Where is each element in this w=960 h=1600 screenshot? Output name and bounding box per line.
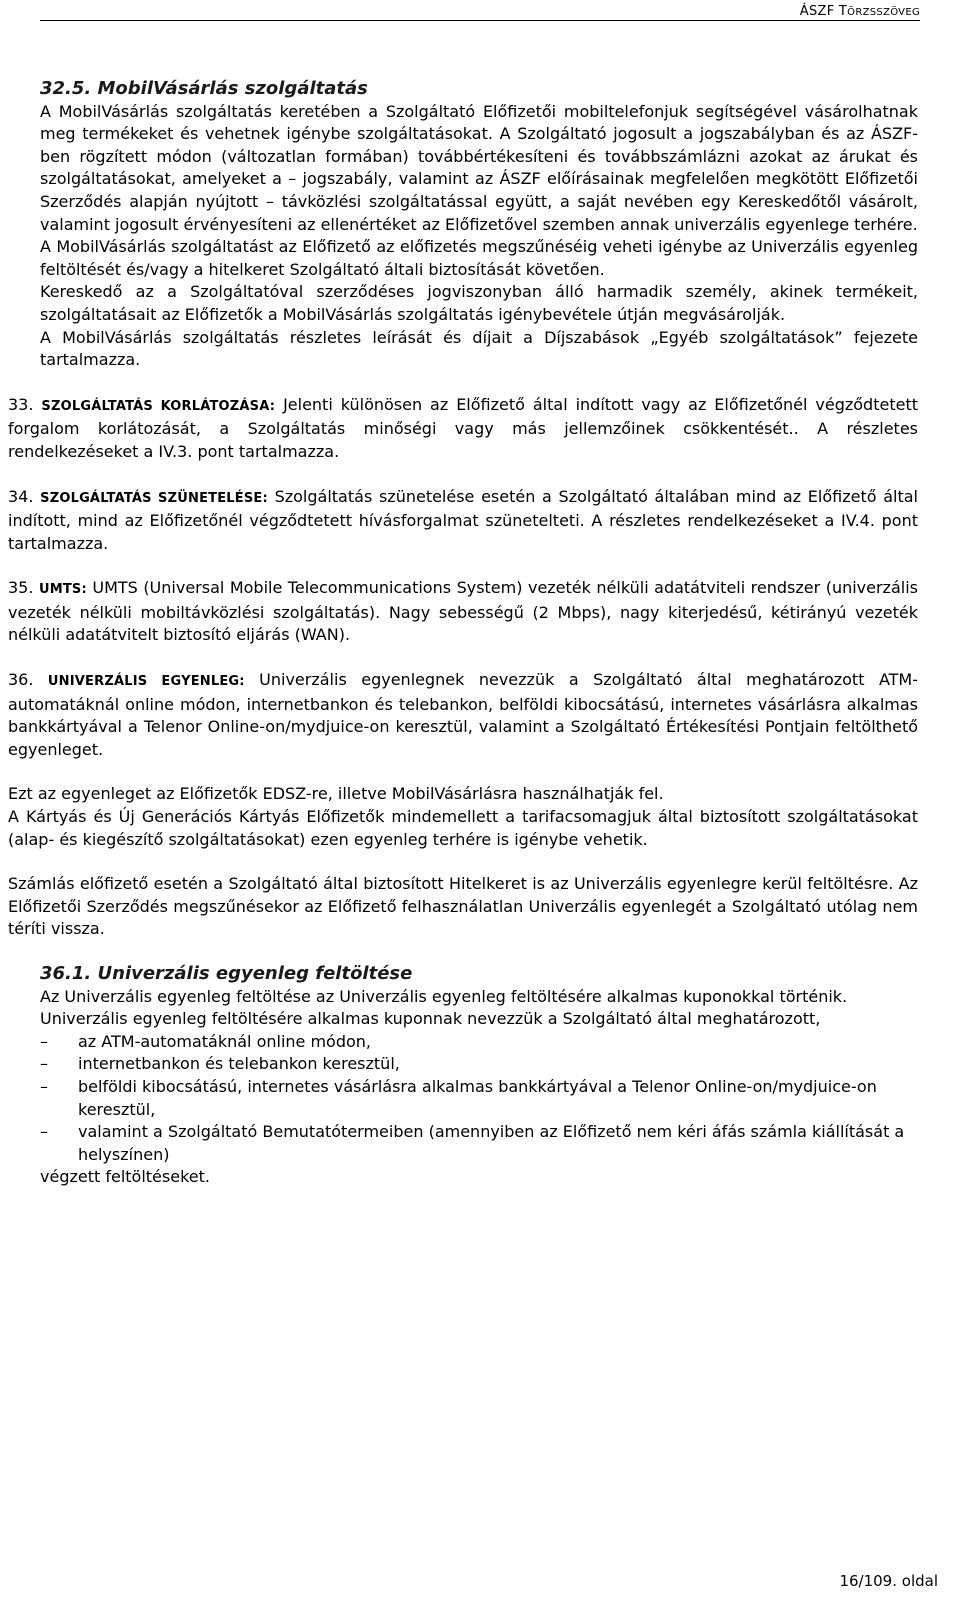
running-header: [794, 4, 920, 19]
list-item: [40, 1031, 918, 1054]
dash-bullet: –: [40, 1076, 48, 1096]
paragraph: A MobilVásárlás szolgáltatást az Előfizető az előfizetés megszűnéséig veheti igénybe az Univerzális egyenleg feltöltését és/vagy a hitelkeret Szolgáltató általi biztosítását követően.: [40, 237, 918, 279]
definition-text: Univerzális egyenlegnek nevezzük a Szolgáltató által meghatározott ATM-automatáknál online módon, internetbankon és telebankon, belföldi kibocsátású, internetes vásárlásra alkalmas bankkártyával a Telenor Online-on/mydjuice-on keresztül, valamint a Szolgáltató Értékesítési Pontjain feltölthető egyenleget.: [8, 670, 918, 759]
paragraph: A MobilVásárlás szolgáltatás részletes leírását és díjait a Díjszabások „Egyéb szolgáltatások” fejezete tartalmazza.: [40, 327, 918, 370]
definition-33: [8, 394, 918, 464]
definition-35: [8, 577, 918, 647]
definition-number: 35.: [8, 578, 34, 598]
definition-text: Jelenti különösen az Előfizető által indított vagy az Előfizetőnél végződtetett forgalom korlátozását, a Szolgáltatás minőségi vagy más jellemzőinek csökkentését.. A részletes rendelkezéseket a IV.3. pont tartalmazza.: [8, 394, 918, 461]
definition-term: SZOLGÁLTATÁS KORLÁTOZÁSA:: [41, 398, 276, 414]
section-36-1: [40, 963, 918, 1189]
paragraph: végzett feltöltéseket.: [40, 1167, 210, 1187]
definition-lead: [8, 669, 918, 761]
definition-34: [8, 486, 918, 556]
section-heading: 32.5. MobilVásárlás szolgáltatás: [40, 78, 368, 99]
paragraph: Univerzális egyenleg feltöltésére alkalmas kuponnak nevezzük a Szolgáltató által meghatározott,: [40, 1009, 821, 1029]
list-item-text: internetbankon és telebankon keresztül,: [78, 1054, 400, 1074]
paragraph: A MobilVásárlás szolgáltatás keretében a Szolgáltató Előfizetői mobiltelefonjuk segítségével vásárolhatnak meg termékeket és vehetnek igénybe szolgáltatásokat. A Szolgáltató jogosult a jogszabályban és az ÁSZF-ben rögzített módon (változatlan formában) továbbértékesíteni és továbbszámlázni azokat az árukat és szolgáltatásokat, amelyeket a – jogszabály, valamint az ÁSZF előírásainak megfelelően megkötött Előfizetői Szerződés alapján nyújtott – távközlési szolgáltatással együtt, a saját nevében egy Kereskedőtől vásárolt, valamint jogosult érvényesíteni az ellenértéket az Előfizetővel szemben annak univerzális egyenlege terhére.: [40, 101, 918, 234]
definition-number: 36.: [8, 670, 34, 690]
list-item: [40, 1076, 918, 1121]
list-item-text: az ATM-automatáknál online módon,: [78, 1031, 371, 1051]
definition-number: 34.: [8, 486, 34, 506]
definition-term: UMTS:: [38, 582, 87, 598]
paragraph: Az Univerzális egyenleg feltöltése az Univerzális egyenleg feltöltésére alkalmas kuponokkal történik.: [40, 986, 848, 1006]
paragraph: Ezt az egyenleget az Előfizetők EDSZ-re, illetve MobilVásárlásra használhatják fel.: [8, 784, 664, 804]
document-body: [8, 78, 918, 1189]
dash-bullet: –: [40, 1054, 48, 1074]
header-rule: [40, 20, 920, 21]
definition-term: UNIVERZÁLIS EGYENLEG:: [47, 674, 245, 690]
feltoltes-list: [40, 1031, 918, 1167]
list-item: [40, 1053, 918, 1076]
definition-number: 33.: [8, 394, 34, 414]
section-32-5: [40, 78, 918, 372]
list-item: [40, 1121, 918, 1166]
page-number: 16/109. oldal: [839, 1572, 938, 1590]
definition-text: Szolgáltatás szünetelése esetén a Szolgáltató általában mind az Előfizető által indított, mind az Előfizetőnél végződtetett hívásforgalmat szünetelteti. A részletes rendelkezéseket a IV.4. pont tartalmazza.: [8, 486, 918, 553]
definition-36: [8, 669, 918, 941]
list-item-text: belföldi kibocsátású, internetes vásárlásra alkalmas bankkártyával a Telenor Online-on/mydjuice-on keresztül,: [78, 1076, 877, 1119]
header-title-main: ÁSZF T: [799, 4, 848, 19]
paragraph: Számlás előfizető esetén a Szolgáltató által biztosított Hitelkeret is az Univerzális egyenlegre kerül feltöltésre. Az Előfizetői Szerződés megszűnésekor az Előfizető felhasználatlan Univerzális egyenlegét a Szolgáltató utólag nem téríti vissza.: [8, 874, 918, 939]
paragraph: Kereskedő az a Szolgáltatóval szerződéses jogviszonyban álló harmadik személy, akinek termékeit, szolgáltatásait az Előfizetők a MobilVásárlás szolgáltatás igénybevétele útján megvásárolják.: [40, 282, 918, 324]
paragraph: A Kártyás és Új Generációs Kártyás Előfizetők mindemellett a tarifacsomagjuk által biztosított szolgáltatásokat (alap- és kiegészítő szolgáltatásokat) ezen egyenleg terhére is igénybe vehetik.: [8, 807, 918, 849]
dash-bullet: –: [40, 1122, 48, 1142]
list-item-text: valamint a Szolgáltató Bemutatótermeiben (amennyiben az Előfizető nem kéri áfás számla kiállítását a helyszínen): [78, 1122, 905, 1164]
definition-text: UMTS (Universal Mobile Telecommunications System) vezeték nélküli adatátviteli rendszer (univerzális vezeték nélküli mobiltávközlési szolgáltatás). Nagy sebességű (2 Mbps), nagy kiterjedésű, kétirányú vezeték nélküli adatátvitelt biztosító eljárás (WAN).: [8, 578, 918, 645]
definition-term: SZOLGÁLTATÁS SZÜNETELÉSE:: [40, 490, 268, 506]
header-title-smallcaps: ÖRZSSZÖVEG: [847, 7, 920, 18]
dash-bullet: –: [40, 1031, 48, 1051]
section-heading: 36.1. Univerzális egyenleg feltöltése: [40, 963, 413, 984]
